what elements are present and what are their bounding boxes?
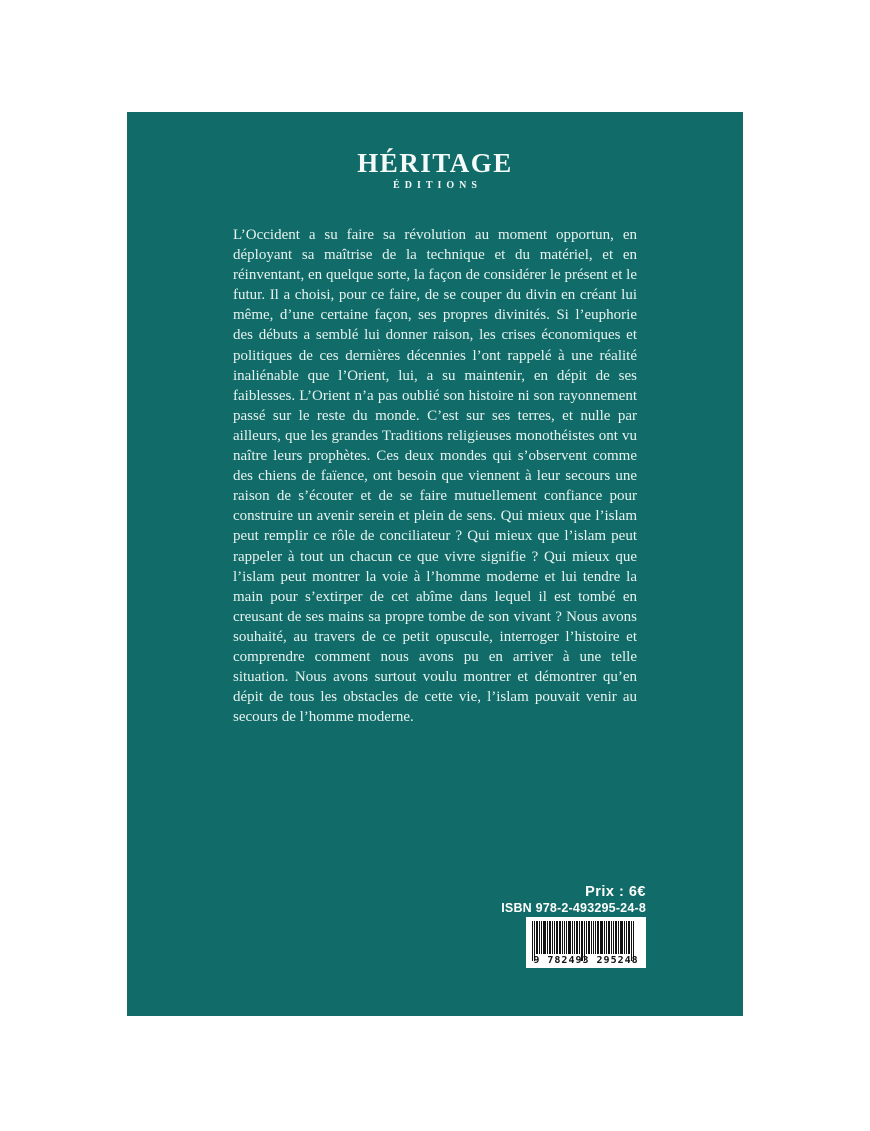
publisher-logo [127,150,743,191]
book-back-cover [127,112,743,1016]
barcode-digits: 9 782493 295248 [533,955,639,966]
publisher-name: HÉRITAGE [357,148,513,178]
barcode [526,917,646,968]
back-cover-blurb: L’Occident a su faire sa révolution au moment opportun, en déployant sa maîtrise de la technique et du matériel, et en réinventant, en quelque sorte, la façon de considérer le présent et le futur. Il a choisi, pour ce faire, de se couper du divin en créant lui même, d’une certaine façon, ses propres divinités. Si l’euphorie des débuts a semblé lui donner raison, les crises économiques et politiques de ces dernières décennies l’ont rappelé à une réalité inaliénable que l’Orient, lui, a su maintenir, en dépit de ses faiblesses. L’Orient n’a pas oublié son histoire ni son rayonnement passé sur le reste du monde. C’est sur ses terres, et nulle par ailleurs, que les grandes Traditions religieuses monothéistes ont vu naître leurs prophètes. Ces deux mondes qui s’observent comme des chiens de faïence, ont besoin que viennent à leur secours une raison de s’écouter et de se faire mutuellement confiance pour construire un avenir serein et plein de sens. Qui mieux que l’islam peut remplir ce rôle de conciliateur ? Qui mieux que l’islam peut rappeler à tout un chacun ce que vivre signifie ? Qui mieux que l’islam peut montrer la voie à l’homme moderne et lui tendre la main pour s’extirper de cet abîme dans lequel il est tombé en creusant de ses mains sa propre tombe de son vivant ? Nous avons souhaité, au travers de ce petit opuscule, interroger l’histoire et comprendre comment nous avons pu en arriver à une telle situation. Nous avons surtout voulu montrer et démontrer qu’en dépit de tous les obstacles de cette vie, l’islam pouvait venir au secours de l’homme moderne. [233,227,637,726]
isbn-label: ISBN 978-2-493295-24-8 [501,901,646,915]
publisher-subtitle: ÉDITIONS [393,180,482,191]
price-isbn-block [501,884,646,968]
price-label: Prix : 6€ [585,884,646,900]
